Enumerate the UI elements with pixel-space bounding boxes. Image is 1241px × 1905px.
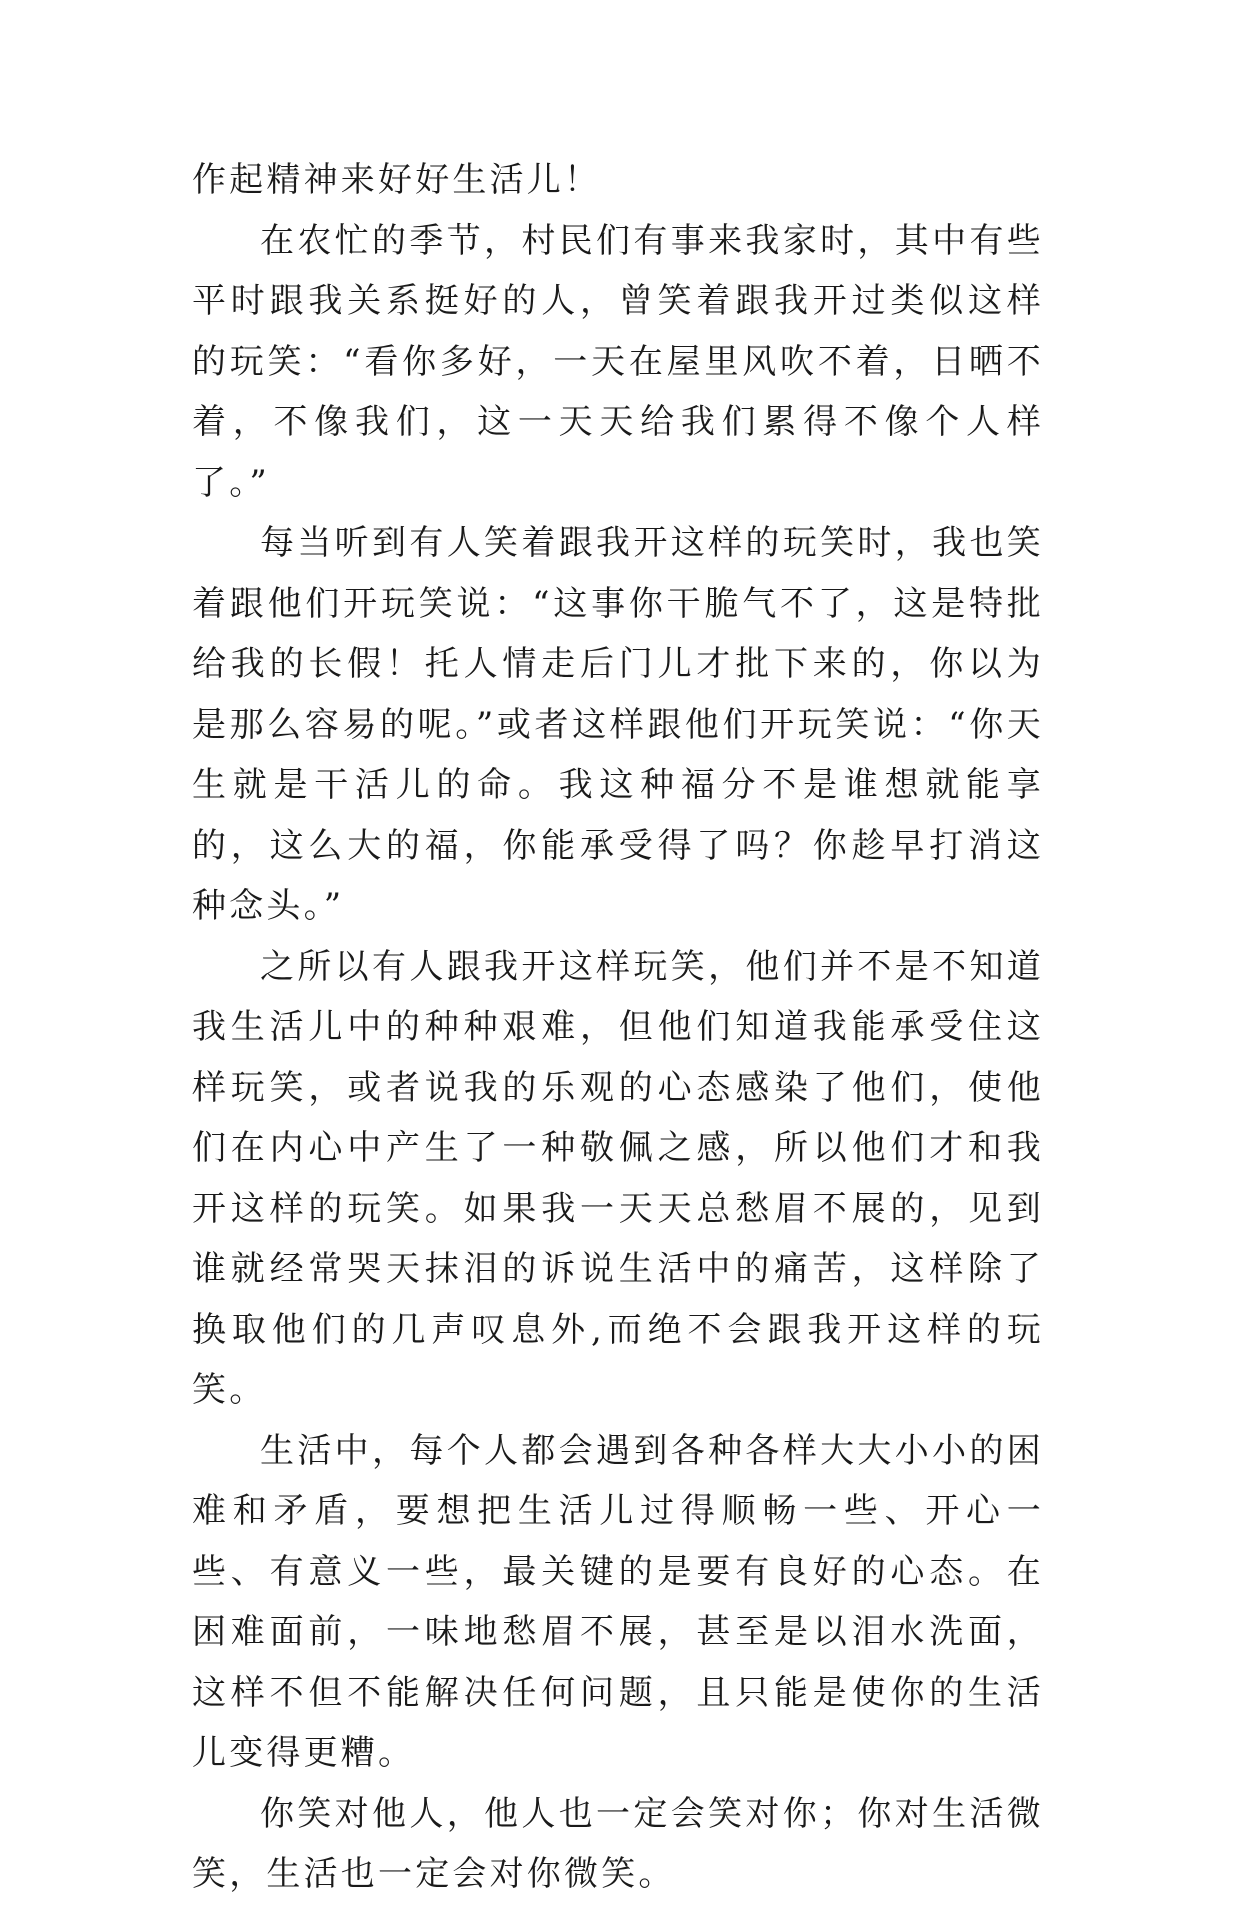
paragraph-conclusion: 你笑对他人，他人也一定会笑对你；你对生活微笑，生活也一定会对你微笑。 — [192, 1793, 1044, 1894]
paragraph-reason: 之所以有人跟我开这样玩笑，他们并不是不知道我生活儿中的种种艰难，但他们知道我能承受住这样玩笑，或者说我的乐观的心态感染了他们，使他们在内心中产生了一种敬佩之感，所以他们才和我开这样的玩笑。如果我一天天总愁眉不展的，见到谁就经常哭天抹泪的诉说生活中的痛苦，这样除了换取他们的几声叹息外,而绝不会跟我开这样的玩笑。 — [192, 946, 1044, 1410]
paragraph-farm-season: 在农忙的季节，村民们有事来我家时，其中有些平时跟我关系挺好的人，曾笑着跟我开过类似这样的玩笑：“看你多好，一天在屋里风吹不着，日晒不着，不像我们，这一天天给我们累得不像个人样了。” — [192, 220, 1044, 503]
article-body — [192, 150, 1044, 1905]
paragraph-attitude: 生活中，每个人都会遇到各种各样大大小小的困难和矛盾，要想把生活儿过得顺畅一些、开心一些、有意义一些，最关键的是要有良好的心态。在困难面前，一味地愁眉不展，甚至是以泪水洗面，这样不但不能解决任何问题，且只能是使你的生活儿变得更糟。 — [192, 1430, 1044, 1773]
paragraph-joke-reply: 每当听到有人笑着跟我开这样的玩笑时，我也笑着跟他们开玩笑说：“这事你干脆气不了，这是特批给我的长假！托人情走后门儿才批下来的，你以为是那么容易的呢。”或者这样跟他们开玩笑说：“你天生就是干活儿的命。我这种福分不是谁想就能享的，这么大的福，你能承受得了吗？你趁早打消这种念头。” — [192, 523, 1044, 926]
paragraph-continuation: 作起精神来好好生活儿！ — [192, 160, 602, 200]
